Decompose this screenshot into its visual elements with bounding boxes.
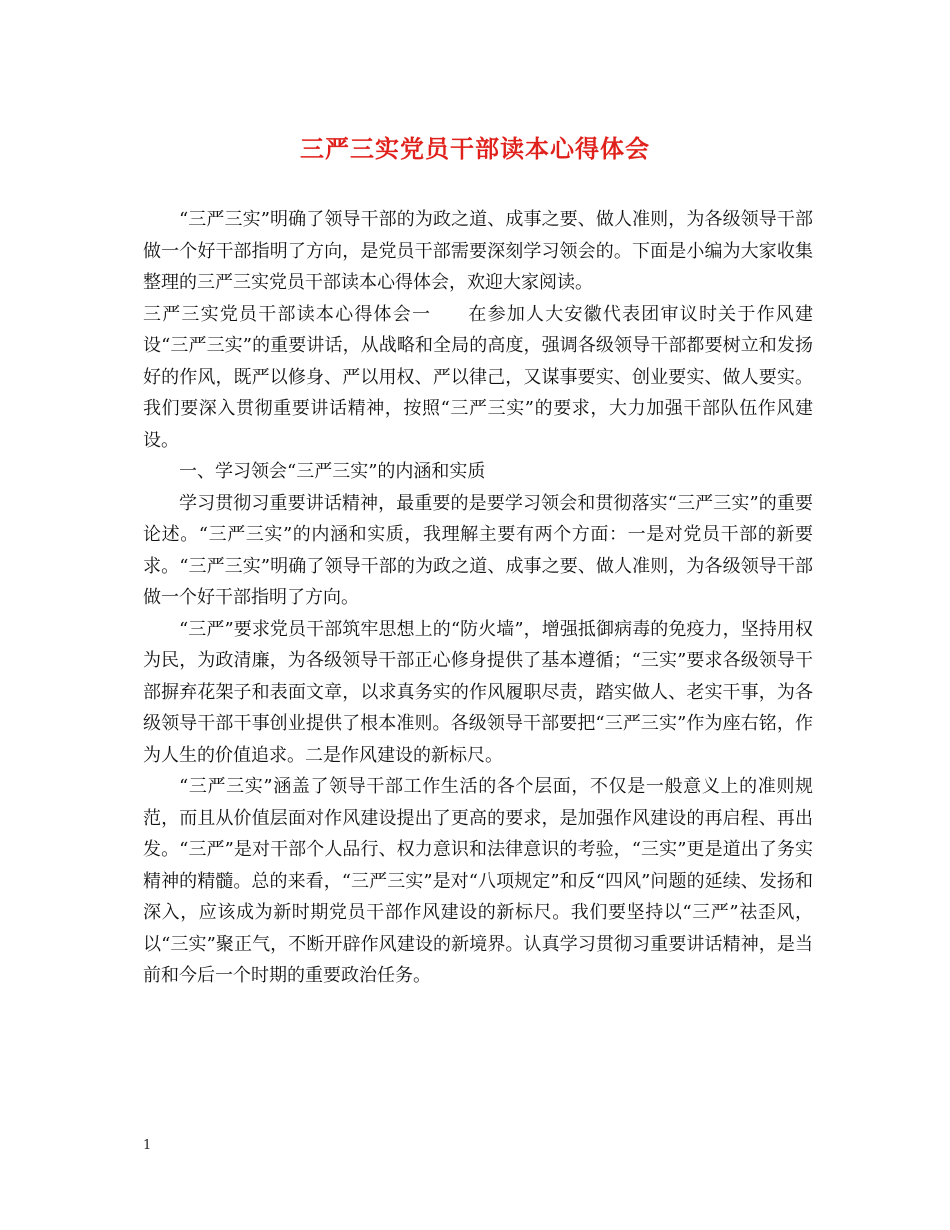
intro-paragraph: “三严三实”明确了领导干部的为政之道、成事之要、做人准则，为各级领导干部做一个好干部指明了方向，是党员干部需要深刻学习领会的。下面是小编为大家收集整理的三严三实党员干部读本心得体会，欢迎大家阅读。 xyxy=(143,209,813,293)
body-paragraph-1: 学习贯彻习重要讲话精神，最重要的是要学习领会和贯彻落实“三严三实”的重要论述。“三严三实”的内涵和实质，我理解主要有两个方面：一是对党员干部的新要求。“三严三实”明确了领导干部的为政之道、成事之要、做人准则，为各级领导干部做一个好干部指明了方向。 xyxy=(143,492,813,608)
document-title: 三严三实党员干部读本心得体会 xyxy=(300,134,650,163)
document-body xyxy=(143,204,813,992)
subheading-one: 一、学习领会“三严三实”的内涵和实质 xyxy=(179,461,486,482)
page-number: 1 xyxy=(143,1138,152,1153)
body-paragraph-2: “三严”要求党员干部筑牢思想上的“防火墙”，增强抵御病毒的免疫力，坚持用权为民，为政清廉，为各级领导干部正心修身提供了基本遵循；“三实”要求各级领导干部摒弃花架子和表面文章，以求真务实的作风履职尽责，踏实做人、老实干事，为各级领导干部干事创业提供了根本准则。各级领导干部要把“三严三实”作为座右铭，作为人生的价值追求。二是作风建设的新标尺。 xyxy=(143,618,813,766)
section-heading: 三严三实党员干部读本心得体会一 xyxy=(143,303,432,325)
body-paragraph-3: “三严三实”涵盖了领导干部工作生活的各个层面，不仅是一般意义上的准则规范，而且从价值层面对作风建设提出了更高的要求，是加强作风建设的再启程、再出发。“三严”是对干部个人品行、权力意识和法律意识的考验，“三实”更是道出了务实精神的精髓。总的来看，“三严三实”是对“八项规定”和反“四风”问题的延续、发扬和深入，应该成为新时期党员干部作风建设的新标尺。我们要坚持以“三严”祛歪风，以“三实”聚正气，不断开辟作风建设的新境界。认真学习贯彻习重要讲话精神，是当前和今后一个时期的重要政治任务。 xyxy=(143,776,813,986)
section-paragraph xyxy=(143,299,813,457)
section-text: 在参加人大安徽代表团审议时关于作风建设“三严三实”的重要讲话，从战略和全局的高度，强调各级领导干部都要树立和发扬好的作风，既严以修身、严以用权、严以律己，又谋事要实、创业要实、做人要实。我们要深入贯彻重要讲话精神，按照“三严三实”的要求，大力加强干部队伍作风建设。 xyxy=(143,303,814,451)
